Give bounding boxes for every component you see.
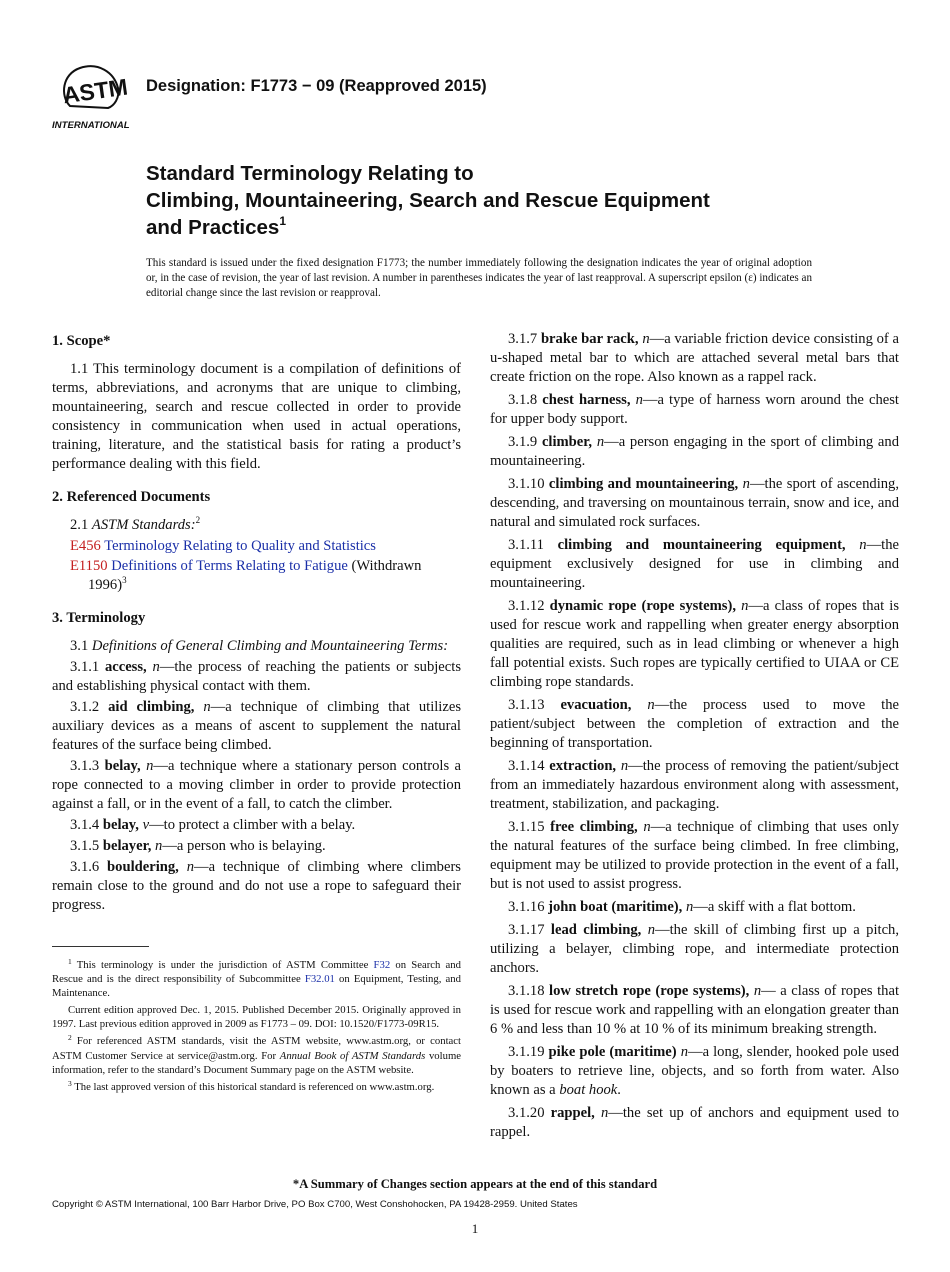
- definition-3-1-20: [490, 1104, 899, 1142]
- footnote-divider: [52, 946, 149, 947]
- definition-term: brake bar rack,: [540, 331, 639, 347]
- footnote-3: $^3$ The last approved version of this historical standard is referenced on www.astm.org.: [68, 1078, 435, 1093]
- definitions-left: [52, 658, 461, 915]
- part-of-speech: n: [155, 838, 163, 854]
- definition-number: 3.1.14: [508, 758, 545, 774]
- definition-term: belayer,: [102, 838, 152, 854]
- definition-text: —a type of harness worn around the chest for upper body support.: [490, 392, 899, 427]
- astm-logo-icon: [52, 58, 134, 132]
- definition-text: —the process used to move the patient/subject between the completion of extraction and the beginning of transportation.: [490, 697, 899, 751]
- scope-heading: 1. Scope*: [52, 333, 111, 349]
- definition-number: 3.1.1: [70, 659, 100, 675]
- document-title: [146, 160, 846, 241]
- part-of-speech: n: [742, 476, 750, 492]
- footnote-1: $^1$ This terminology is under the jurisdiction of ASTM Committee F32 on Search and Rescue and is the direct responsibility of Subcommittee F32.01 on Equipment, Testing, and Maintenance.: [52, 957, 461, 1000]
- definition-3-1-14: [490, 757, 899, 814]
- definition-number: 3.1.20: [508, 1105, 545, 1121]
- designation: Designation: F1773 − 09 (Reapproved 2015): [146, 77, 487, 95]
- definition-term: dynamic rope (rope systems),: [549, 598, 736, 614]
- part-of-speech: n: [859, 537, 867, 553]
- definition-term: belay,: [102, 817, 139, 833]
- definition-term: climbing and mountaineering,: [548, 476, 739, 492]
- definition-number: 3.1.18: [508, 983, 545, 999]
- definition-term: pike pole (maritime): [548, 1044, 677, 1060]
- definition-term: low stretch rope (rope systems),: [549, 983, 750, 999]
- footnote-2: $^2$ For referenced ASTM standards, visit the ASTM website, www.astm.org, or contact ASTM Customer Service at service@astm.org. For Annual Book of ASTM Standards volume information, refer to the standard’s Document Summary page on the ASTM website.: [52, 1033, 462, 1076]
- definition-number: 3.1.16: [508, 899, 545, 915]
- part-of-speech: n: [146, 758, 154, 774]
- section-referenced-documents: [52, 488, 461, 595]
- part-of-speech: n: [186, 859, 194, 875]
- section-scope: [52, 332, 461, 474]
- reference-e456: [52, 537, 461, 556]
- left-column: [52, 330, 461, 929]
- title-line-3: and Practices$^1$: [146, 214, 287, 239]
- definition-number: 3.1.3: [70, 758, 100, 774]
- definition-3-1-12: [490, 597, 899, 692]
- title-line-1: Standard Terminology Relating to: [146, 162, 474, 185]
- definition-text: —a long, slender, hooked pole used by boaters to retrieve line, objects, and so forth from water. Also known as a: [490, 1044, 899, 1098]
- definition-text: —a technique where a stationary person controls a rope connected to a moving climber in order to provide protection against a fall, or in the event of a fall, to catch the climber.: [52, 758, 462, 812]
- svg-text:ASTM: ASTM: [61, 73, 130, 109]
- definition-term: rappel,: [550, 1105, 595, 1121]
- definition-term: bouldering,: [107, 859, 179, 875]
- definition-text: —a technique of climbing where climbers remain close to the ground and do not use a rope to safeguard their progress.: [52, 859, 461, 913]
- definition-text: —to protect a climber with a belay.: [149, 817, 356, 833]
- part-of-speech: n: [685, 899, 694, 915]
- definition-term: climbing and mountaineering equipment,: [557, 537, 846, 553]
- svg-text:INTERNATIONAL: INTERNATIONAL: [52, 120, 130, 131]
- right-column: [490, 330, 899, 1146]
- subcommittee-link[interactable]: F32.01: [304, 973, 335, 986]
- definition-text: —a variable friction device consisting of a u-shaped metal bar to which are attached several metal bars that create friction on the rope. Also known as a rappel rack.: [490, 331, 899, 385]
- terminology-subheading: 3.1 Definitions of General Climbing and Mountaineering Terms:: [70, 638, 449, 654]
- definition-term: lead climbing,: [550, 922, 642, 938]
- definition-text: —the set up of anchors and equipment used to rappel.: [490, 1105, 900, 1140]
- definition-3-1-4: [52, 816, 461, 835]
- issuance-statement: This standard is issued under the fixed designation F1773; the number immediately following the designation indicates the year of original adoption or, in the case of revision, the year of last revision. A number in parentheses indicates the year of last reapproval. A superscript epsilon (ε) indicates an editorial change since the last revision or reapproval.: [146, 257, 812, 299]
- definition-3-1-6: [52, 858, 461, 915]
- definition-3-1-2: [52, 698, 461, 755]
- footnotes: [52, 958, 461, 1097]
- definition-term: access,: [104, 659, 147, 675]
- terminology-heading: 3. Terminology: [52, 610, 146, 626]
- part-of-speech: n: [753, 983, 762, 999]
- definition-term: chest harness,: [542, 392, 631, 408]
- definition-text: —a class of ropes that is used for rescue work and rappelling when greater energy absorption qualities are required, such as in lead climbing or whenever a high fall potential exists. Such ropes are typically certified to UIAA or CE climbing rope standards.: [490, 598, 899, 690]
- scope-paragraph: 1.1 This terminology document is a compilation of definitions of terms, abbreviations, and acronyms that are unique to climbing, mountaineering, search and rescue collected in order to provide consistency in communication when used in actual operations, training, literature, and the statistical basis for rating a product’s performance dealing with this field.: [52, 361, 461, 472]
- definition-3-1-18: [490, 982, 899, 1039]
- definition-3-1-3: [52, 757, 461, 814]
- definition-text: —the skill of climbing first up a pitch, utilizing a belayer, climbing rope, and intermediate protection anchors.: [490, 922, 900, 976]
- part-of-speech: v: [142, 817, 150, 833]
- part-of-speech: n: [647, 922, 656, 938]
- part-of-speech: n: [600, 1105, 609, 1121]
- reference-e1150: E1150 Definitions of Terms Relating to Fatigue (Withdrawn 1996)$^3$: [70, 558, 422, 593]
- summary-of-changes-note: *A Summary of Changes section appears at the end of this standard: [292, 1177, 658, 1191]
- definition-term: climber,: [541, 434, 593, 450]
- definition-term: aid climbing,: [108, 699, 195, 715]
- definition-3-1-9: [490, 433, 899, 471]
- committee-link[interactable]: F32: [373, 959, 391, 971]
- definition-number: 3.1.17: [508, 922, 545, 938]
- definition-text: —a skiff with a flat bottom.: [693, 899, 856, 915]
- part-of-speech: n: [741, 598, 749, 614]
- definition-number: 3.1.11: [508, 537, 544, 553]
- definition-term: john boat (maritime),: [548, 899, 683, 915]
- definition-number: 3.1.15: [508, 819, 545, 835]
- definition-text: —the equipment exclusively designed for use in climbing and mountaineering.: [490, 537, 900, 591]
- definition-3-1-15: [490, 818, 899, 894]
- referenced-heading: 2. Referenced Documents: [52, 489, 211, 505]
- definition-3-1-5: [52, 837, 461, 856]
- definition-number: 3.1.4: [70, 817, 100, 833]
- definition-number: 3.1.12: [508, 598, 545, 614]
- definition-number: 3.1.6: [70, 859, 100, 875]
- definition-text: —the process of removing the patient/subject from an immediately hazardous environment along with assessment, treatment, stabilization, and packaging.: [490, 758, 899, 812]
- edition-note: Current edition approved Dec. 1, 2015. Published December 2015. Originally approved in 1997. Last previous edition approved in 2009 as F1773 – 09. DOI: 10.1520/F1773-09R15.: [52, 1004, 461, 1031]
- definition-number: 3.1.2: [70, 699, 100, 715]
- definition-number: 3.1.19: [508, 1044, 545, 1060]
- part-of-speech: n: [680, 1044, 688, 1060]
- definition-number: 3.1.7: [508, 331, 538, 347]
- part-of-speech: n: [647, 697, 655, 713]
- page-number: 1: [471, 1221, 479, 1236]
- definition-3-1-13: [490, 696, 899, 753]
- astm-standards-label: 2.1 ASTM Standards:$^2$: [70, 515, 201, 533]
- part-of-speech: n: [642, 331, 650, 347]
- ref-code-link[interactable]: E1150: [70, 558, 108, 574]
- definition-3-1-8: [490, 391, 899, 429]
- part-of-speech: n: [203, 699, 211, 715]
- definition-3-1-17: [490, 921, 899, 978]
- definition-alias: boat hook: [559, 1082, 618, 1098]
- definition-term: extraction,: [549, 758, 617, 774]
- part-of-speech: n: [635, 392, 643, 408]
- definitions-right: [490, 330, 899, 1142]
- definition-3-1-16: [490, 898, 899, 917]
- title-line-2: Climbing, Mountaineering, Search and Rescue Equipment: [146, 189, 710, 212]
- ref-code-link[interactable]: E456: [70, 538, 101, 554]
- definition-text: —a technique of climbing that uses only the natural features of the surface being climbed. In free climbing, equipment may be utilized to provide protection in the event of a fall, but is not used to assist progress.: [490, 819, 899, 892]
- part-of-speech: n: [620, 758, 629, 774]
- definition-3-1-7: [490, 330, 899, 387]
- definition-number: 3.1.10: [508, 476, 545, 492]
- definition-tail: .: [617, 1082, 621, 1098]
- definition-number: 3.1.13: [508, 697, 545, 713]
- definition-3-1-11: [490, 536, 899, 593]
- definition-term: evacuation,: [560, 697, 632, 713]
- definition-number: 3.1.9: [508, 434, 538, 450]
- definition-term: belay,: [104, 758, 141, 774]
- definition-text: —a person engaging in the sport of climbing and mountaineering.: [490, 434, 899, 469]
- definition-text: — a class of ropes that is used for rescue work and rappelling with an elongation greater than 6 % and less than 10 % at 10 % of its minimum breaking strength.: [490, 983, 899, 1037]
- definition-text: —the process of reaching the patients or subjects and establishing physical contact with them.: [52, 659, 461, 694]
- definition-3-1-10: [490, 475, 899, 532]
- ref-title-link[interactable]: Terminology Relating to Quality and Statistics: [104, 538, 376, 554]
- definition-3-1-19: [490, 1043, 899, 1100]
- definition-3-1-1: [52, 658, 461, 696]
- part-of-speech: n: [596, 434, 605, 450]
- ref-title-link[interactable]: Definitions of Terms Relating to Fatigue: [111, 558, 348, 574]
- definition-term: free climbing,: [550, 819, 638, 835]
- copyright: Copyright © ASTM International, 100 Barr Harbor Drive, PO Box C700, West Conshohocken, PA 19428-2959. United States: [52, 1199, 578, 1210]
- definition-text: —the sport of ascending, descending, and traversing on mountainous terrain, snow and ice, and natural and simulated rock surfaces.: [490, 476, 899, 530]
- definition-text: —a person who is belaying.: [162, 838, 326, 854]
- section-terminology: [52, 609, 461, 915]
- definition-number: 3.1.8: [508, 392, 538, 408]
- definition-text: —a technique of climbing that utilizes auxiliary devices as a means of ascent to supplement the natural features of the surface being climbed.: [52, 699, 461, 753]
- definition-number: 3.1.5: [70, 838, 100, 854]
- part-of-speech: n: [643, 819, 651, 835]
- part-of-speech: n: [152, 659, 160, 675]
